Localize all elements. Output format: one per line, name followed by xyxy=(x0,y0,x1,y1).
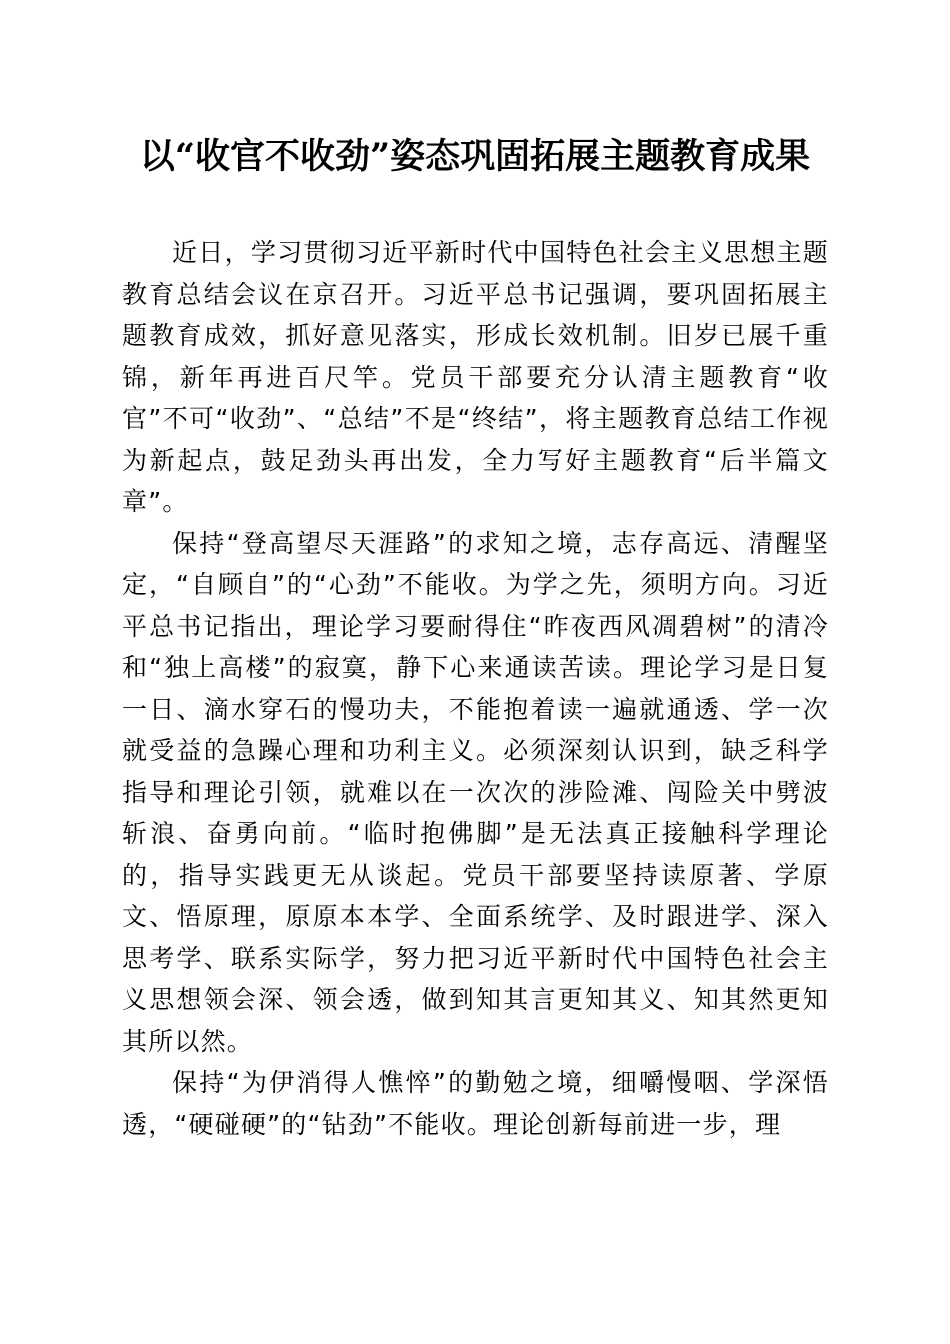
article-title: 以“收官不收劲”姿态巩固拓展主题教育成果 xyxy=(139,136,811,177)
article-body xyxy=(122,232,829,1145)
paragraph-3: 保持“为伊消得人憔悴”的勤勉之境，细嚼慢咽、学深悟透，“硬碰硬”的“钻劲”不能收。理论创新每前进一步，理 xyxy=(122,1068,829,1139)
paragraph-2: 保持“登高望尽天涯路”的求知之境，志存高远、清醒坚定，“自顾自”的“心劲”不能收。为学之先，须明方向。习近平总书记指出，理论学习要耐得住“昨夜西风凋碧树”的清冷和“独上高楼”的寂寞，静下心来通读苦读。理论学习是日复一日、滴水穿石的慢功夫，不能抱着读一遍就通透、学一次就受益的急躁心理和功利主义。必须深刻认识到，缺乏科学指导和理论引领，就难以在一次次的涉险滩、闯险关中劈波斩浪、奋勇向前。“临时抱佛脚”是无法真正接触科学理论的，指导实践更无从谈起。党员干部要坚持读原著、学原文、悟原理，原原本本学、全面系统学、及时跟进学、深入思考学、联系实际学，努力把习近平新时代中国特色社会主义思想领会深、领会透，做到知其言更知其义、知其然更知其所以然。 xyxy=(122,528,829,1056)
paragraph-1: 近日，学习贯彻习近平新时代中国特色社会主义思想主题教育总结会议在京召开。习近平总书记强调，要巩固拓展主题教育成效，抓好意见落实，形成长效机制。旧岁已展千重锦，新年再进百尺竿。党员干部要充分认清主题教育“收官”不可“收劲”、“总结”不是“终结”，将主题教育总结工作视为新起点，鼓足劲头再出发，全力写好主题教育“后半篇文章”。 xyxy=(122,238,829,516)
